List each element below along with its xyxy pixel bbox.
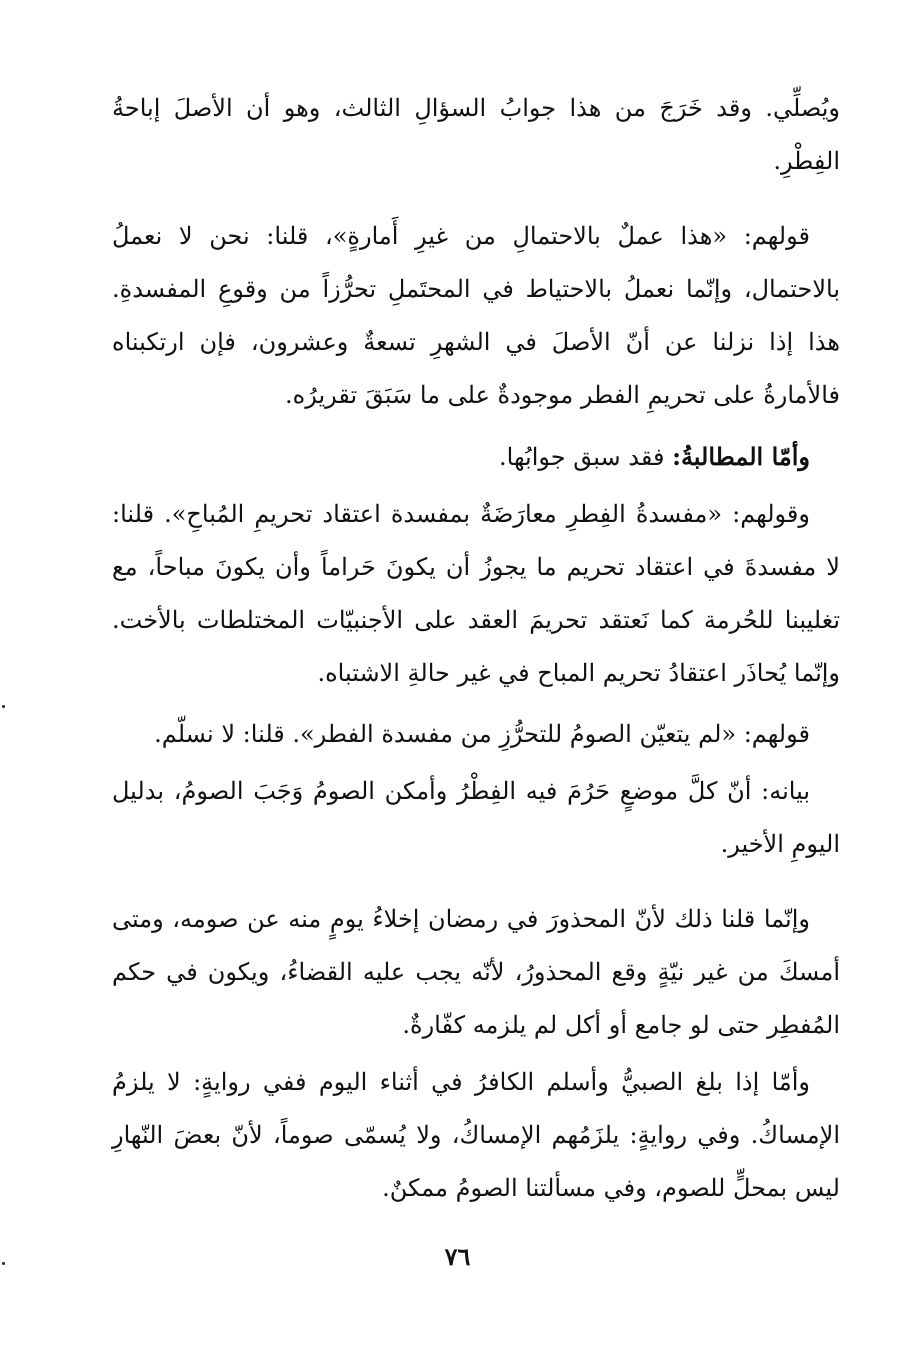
paragraph-4: وقولهم: «مفسدةُ الفِطرِ معارَضَةٌ بمفسدة اعتقاد تحريمِ المُباحِ». قلنا: لا مفسدةَ في اعتقاد تحريم ما يجوزُ أن يكونَ حَراماً وأن يكونَ مباحاً، مع تغليبنا للحُرمة كما نَعتقد تحريمَ العقد على الأجنبيّات المختلطات بالأخت. وإنّما يُحاذَر اعتقادُ تحريم المباح في غير حالةِ الاشتباه. (112, 500, 841, 687)
page-number: ٧٦ (444, 1242, 471, 1271)
scan-speck (2, 1262, 5, 1265)
paragraph-2: قولهم: «هذا عملٌ بالاحتمالِ من غيرِ أَمارةٍ»، قلنا: نحن لا نعملُ بالاحتمال، وإنّما نعملُ بالاحتياط في المحتَملِ تحرُّزاً من وقوعِ المفسدةِ. هذا إذا نزلنا عن أنّ الأصلَ في الشهرِ تسعةٌ وعشرون، فإن ارتكبناه فالأمارةُ على تحريمِ الفطر موجودةٌ على ما سَبَقَ تقريرُه. (112, 222, 840, 409)
paragraph-6: بيانه: أنّ كلَّ موضعٍ حَرُمَ فيه الفِطْرُ وأمكن الصومُ وَجَبَ الصومُ، بدليل اليومِ الأخير. (112, 777, 840, 858)
page-body (112, 82, 840, 1215)
paragraph-7: وإنّما قلنا ذلك لأنّ المحذورَ في رمضان إخلاءُ يومٍ منه عن صومه، ومتى أمسكَ من غير نيّةٍ وقع المحذورُ، لأنّه يجب عليه القضاءُ، ويكون في حكم المُفطِر حتى لو جامع أو أكل لم يلزمه كفّارةٌ. (112, 905, 840, 1039)
scan-speck (2, 705, 5, 708)
paragraph-3 (112, 430, 840, 484)
paragraph-1: ويُصلِّي. وقد خَرَجَ من هذا جوابُ السؤالِ الثالث، وهو أن الأصلَ إباحةُ الفِطْرِ. (112, 94, 840, 175)
paragraph-3-text: فقد سبق جوابُها. (499, 443, 673, 471)
paragraph-8: وأمّا إذا بلغ الصبيُّ وأسلم الكافرُ في أثناء اليوم ففي روايةٍ: لا يلزمُ الإمساكُ. وفي روايةٍ: يلزَمُهم الإمساكُ، ولا يُسمّى صوماً، لأنّ بعضَ النّهارِ ليس بمحلٍّ للصوم، وفي مسألتنا الصومُ ممكنٌ. (112, 1068, 840, 1202)
paragraph-5: قولهم: «لم يتعيّن الصومُ للتحرُّزِ من مفسدة الفطر». قلنا: لا نسلّم. (154, 720, 810, 748)
paragraph-3-lead: وأمّا المطالبةُ: (672, 442, 810, 471)
